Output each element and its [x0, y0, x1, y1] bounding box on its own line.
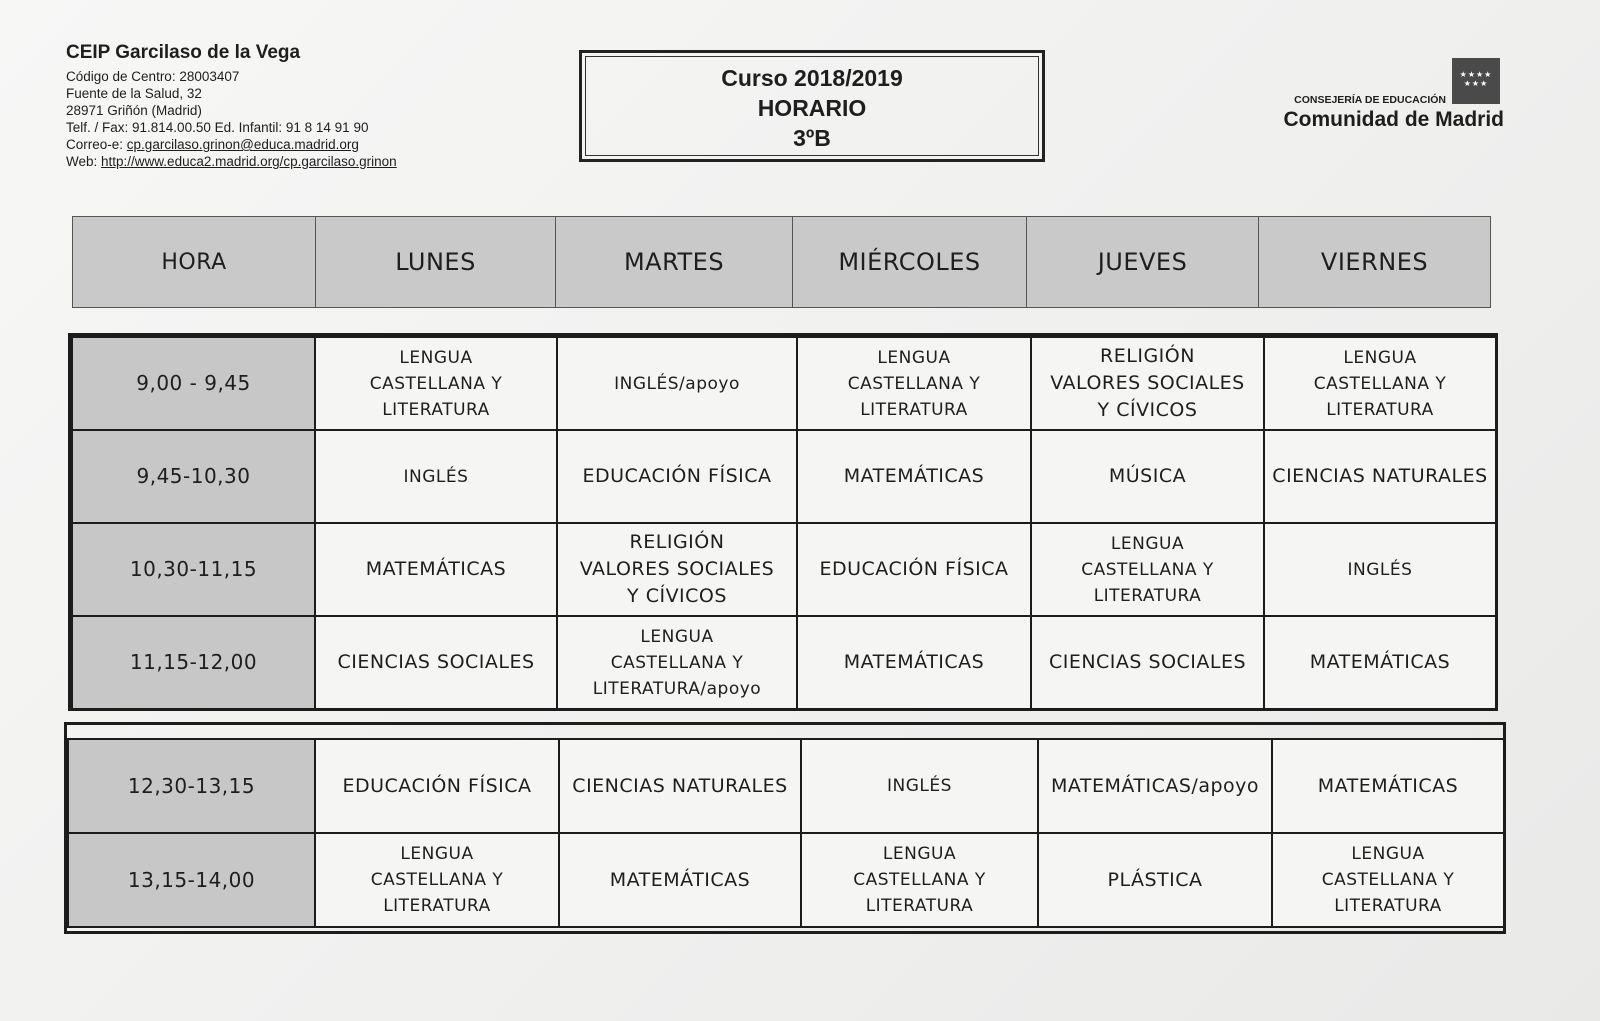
hour-cell: 9,45-10,30 — [72, 430, 315, 523]
schedule-heading: HORARIO — [757, 95, 867, 121]
class-cell: INGLÉS/apoyo — [557, 337, 797, 430]
class-cell: RELIGIÓN VALORES SOCIALES Y CÍVICOS — [557, 523, 797, 616]
class-cell: LENGUA CASTELLANA Y LITERATURA — [1272, 833, 1504, 927]
school-name: CEIP Garcilaso de la Vega — [66, 42, 301, 63]
header-lunes: LUNES — [316, 217, 556, 308]
class-cell: INGLÉS — [801, 739, 1038, 833]
class-cell: RELIGIÓN VALORES SOCIALES Y CÍVICOS — [1031, 337, 1264, 430]
header-viernes: VIERNES — [1259, 217, 1491, 308]
hour-cell: 13,15-14,00 — [68, 833, 315, 927]
class-cell: LENGUA CASTELLANA Y LITERATURA/apoyo — [557, 616, 797, 709]
class-cell: LENGUA CASTELLANA Y LITERATURA — [315, 833, 559, 927]
class-cell: MATEMÁTICAS — [559, 833, 801, 927]
header-miercoles: MIÉRCOLES — [793, 217, 1027, 308]
school-city: 28971 Griñón (Madrid) — [66, 103, 202, 118]
hour-cell: 12,30-13,15 — [68, 739, 315, 833]
school-address: Fuente de la Salud, 32 — [66, 86, 202, 101]
web-label: Web: — [66, 154, 98, 169]
school-web-row — [66, 153, 486, 170]
header-jueves: JUEVES — [1027, 217, 1259, 308]
email-link[interactable]: cp.garcilaso.grinon@educa.madrid.org — [126, 137, 359, 152]
class-cell: LENGUA CASTELLANA Y LITERATURA — [797, 337, 1031, 430]
schedule-row — [72, 523, 1496, 616]
schedule-row — [68, 739, 1504, 833]
class-cell: INGLÉS — [1264, 523, 1496, 616]
madrid-flag-icon: ★★★★ ★★★ — [1452, 58, 1500, 104]
hour-cell: 9,00 - 9,45 — [72, 337, 315, 430]
class-cell: LENGUA CASTELLANA Y LITERATURA — [315, 337, 557, 430]
class-cell: INGLÉS — [315, 430, 557, 523]
class-cell: CIENCIAS SOCIALES — [1031, 616, 1264, 709]
email-label: Correo-e: — [66, 137, 124, 152]
class-cell: MATEMÁTICAS — [315, 523, 557, 616]
web-link[interactable]: http://www.educa2.madrid.org/cp.garcilaso.grinon — [101, 154, 397, 169]
class-cell: PLÁSTICA — [1038, 833, 1272, 927]
hour-cell: 10,30-11,15 — [72, 523, 315, 616]
schedule-row — [68, 833, 1504, 927]
class-cell: MATEMÁTICAS — [797, 430, 1031, 523]
school-phone: Telf. / Fax: 91.814.00.50 Ed. Infantil: 91 8 14 91 90 — [66, 120, 369, 135]
days-header-table — [72, 216, 1491, 308]
school-info — [66, 42, 486, 170]
school-email-row — [66, 136, 486, 153]
school-code: Código de Centro: 28003407 — [66, 69, 240, 84]
class-cell: CIENCIAS NATURALES — [1264, 430, 1496, 523]
afternoon-schedule-table — [67, 738, 1505, 928]
comunidad-madrid-logo — [1238, 58, 1504, 138]
schedule-row — [72, 337, 1496, 430]
class-cell: CIENCIAS SOCIALES — [315, 616, 557, 709]
morning-schedule-table — [71, 336, 1497, 710]
title-box — [579, 50, 1045, 162]
class-cell: LENGUA CASTELLANA Y LITERATURA — [1264, 337, 1496, 430]
class-cell: LENGUA CASTELLANA Y LITERATURA — [1031, 523, 1264, 616]
hour-cell: 11,15-12,00 — [72, 616, 315, 709]
header-martes: MARTES — [556, 217, 793, 308]
class-cell: EDUCACIÓN FÍSICA — [315, 739, 559, 833]
class-cell: CIENCIAS NATURALES — [559, 739, 801, 833]
class-cell: MATEMÁTICAS/apoyo — [1038, 739, 1272, 833]
header-hora: HORA — [73, 217, 316, 308]
schedule-row — [72, 430, 1496, 523]
class-cell: MATEMÁTICAS — [797, 616, 1031, 709]
class-cell: LENGUA CASTELLANA Y LITERATURA — [801, 833, 1038, 927]
schedule-row — [72, 616, 1496, 709]
class-cell: MÚSICA — [1031, 430, 1264, 523]
logo-region: Comunidad de Madrid — [1283, 108, 1504, 131]
days-header-row — [73, 217, 1491, 308]
class-cell: MATEMÁTICAS — [1272, 739, 1504, 833]
class-group: 3ºB — [793, 125, 831, 151]
class-cell: EDUCACIÓN FÍSICA — [797, 523, 1031, 616]
course-year: Curso 2018/2019 — [721, 65, 903, 91]
class-cell: EDUCACIÓN FÍSICA — [557, 430, 797, 523]
logo-department: CONSEJERÍA DE EDUCACIÓN — [1294, 94, 1446, 106]
class-cell: MATEMÁTICAS — [1264, 616, 1496, 709]
